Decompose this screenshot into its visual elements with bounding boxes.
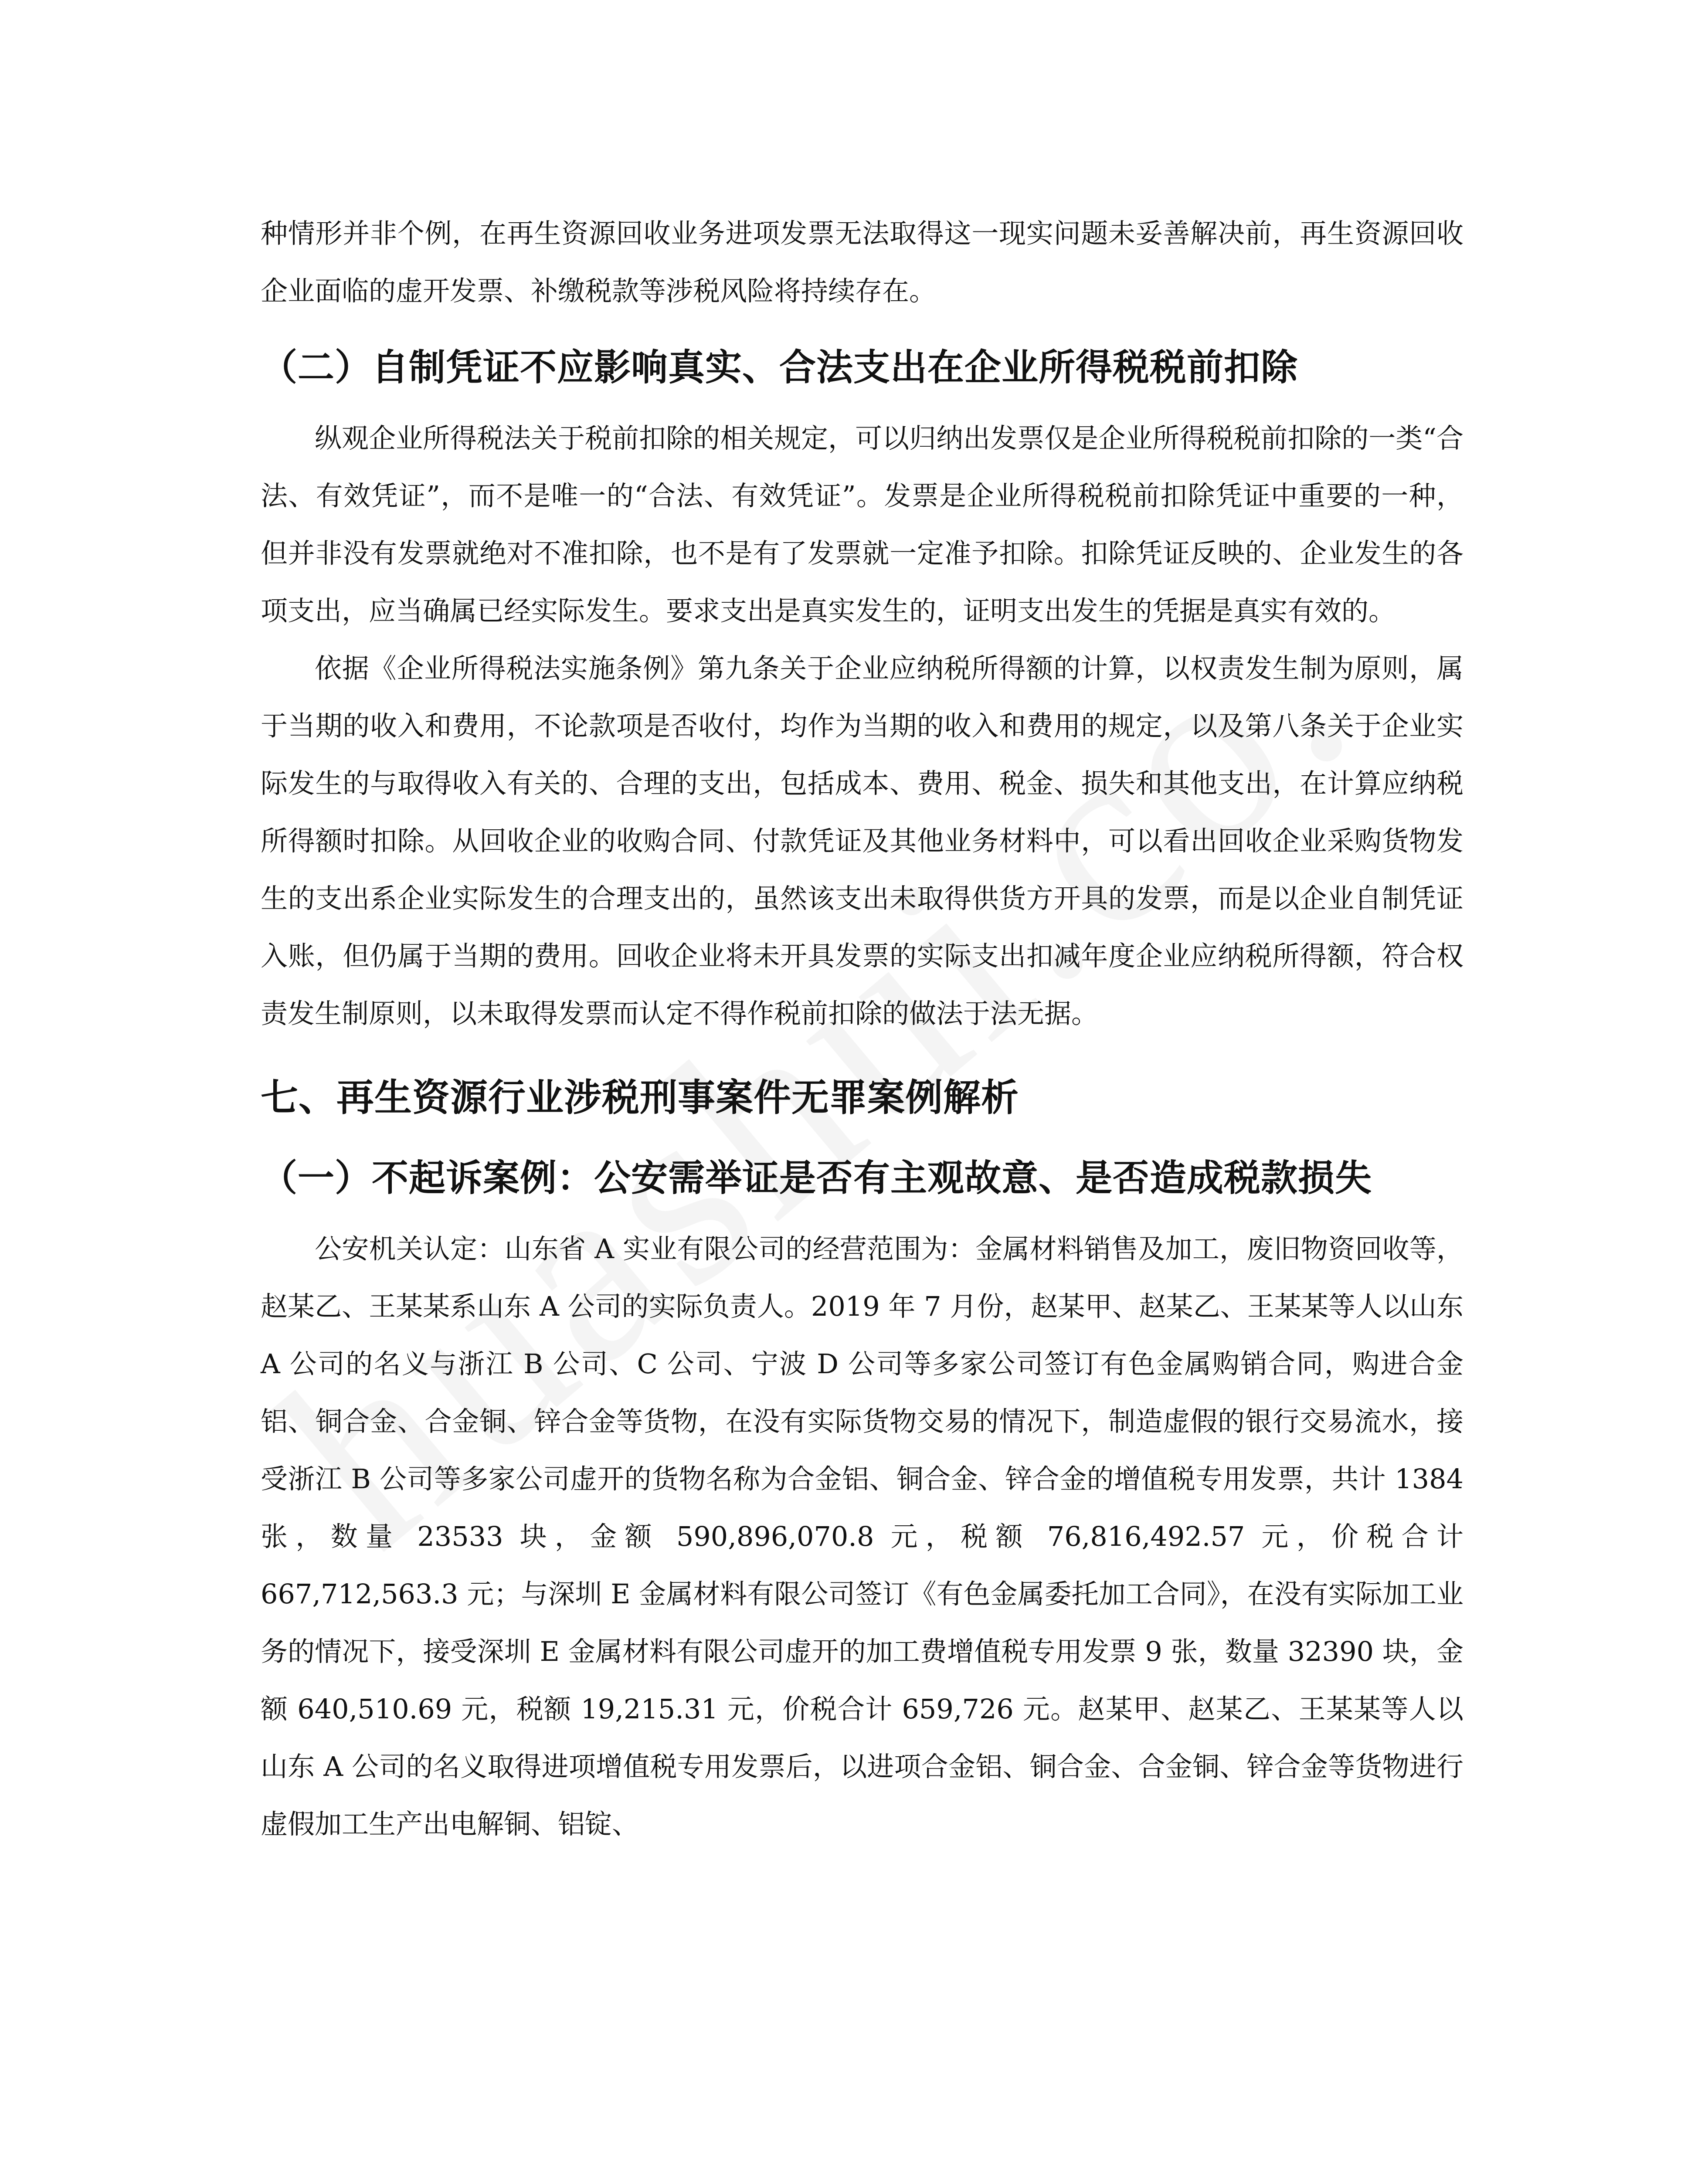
paragraph-deduction-vouchers: 纵观企业所得税法关于税前扣除的相关规定，可以归纳出发票仅是企业所得税税前扣除的一类“合法、有效凭证”，而不是唯一的“合法、有效凭证”。发票是企业所得税税前扣除凭证中重要的一种，但并非没有发票就绝对不准扣除，也不是有了发票就一定准予扣除。扣除凭证反映的、企业发生的各项支出，应当确属已经实际发生。要求支出是真实发生的，证明支出发生的凭据是真实有效的。	[261, 422, 1464, 627]
section-heading-7-1: （一）不起诉案例：公安需举证是否有主观故意、是否造成税款损失	[261, 1157, 1372, 1199]
section-heading-2: （二）自制凭证不应影响真实、合法支出在企业所得税税前扣除	[261, 346, 1298, 389]
page-content	[261, 205, 1464, 1853]
paragraph-case-facts: 公安机关认定：山东省 A 实业有限公司的经营范围为：金属材料销售及加工，废旧物资回收等，赵某乙、王某某系山东 A 公司的实际负责人。2019 年 7 月份，赵某甲、赵某乙、王某某等人以山东 A 公司的名义与浙江 B 公司、C 公司、宁波 D 公司等多家公司签订有色金属购销合同，购进合金铝、铜合金、合金铜、锌合金等货物，在没有实际货物交易的情况下，制造虚假的银行交易流水，接受浙江 B 公司等多家公司虚开的货物名称为合金铝、铜合金、锌合金的增值税专用发票，共计 1384 张，数量 23533 块，金额 590,896,070.8 元，税额 76,816,492.57 元，价税合计 667,712,563.3 元；与深圳 E 金属材料有限公司签订《有色金属委托加工合同》，在没有实际加工业务的情况下，接受深圳 E 金属材料有限公司虚开的加工费增值税专用发票 9 张，数量 32390 块，金额 640,510.69 元，税额 19,215.31 元，价税合计 659,726 元。赵某甲、赵某乙、王某某等人以山东 A 公司的名义取得进项增值税专用发票后，以进项合金铝、铜合金、合金铜、锌合金等货物进行虚假加工生产出电解铜、铝锭、	[261, 1233, 1464, 1840]
chapter-heading-7: 七、再生资源行业涉税刑事案件无罪案例解析	[261, 1076, 1019, 1120]
paragraph-continuation: 种情形并非个例，在再生资源回收业务进项发票无法取得这一现实问题未妥善解决前，再生资源回收企业面临的虚开发票、补缴税款等涉税风险将持续存在。	[261, 217, 1464, 307]
paragraph-accrual-basis: 依据《企业所得税法实施条例》第九条关于企业应纳税所得额的计算，以权责发生制为原则，属于当期的收入和费用，不论款项是否收付，均作为当期的收入和费用的规定，以及第八条关于企业实际发生的与取得收入有关的、合理的支出，包括成本、费用、税金、损失和其他支出，在计算应纳税所得额时扣除。从回收企业的收购合同、付款凭证及其他业务材料中，可以看出回收企业采购货物发生的支出系企业实际发生的合理支出的，虽然该支出未取得供货方开具的发票，而是以企业自制凭证入账，但仍属于当期的费用。回收企业将未开具发票的实际支出扣减年度企业应纳税所得额，符合权责发生制原则，以未取得发票而认定不得作税前扣除的做法于法无据。	[261, 652, 1464, 1029]
